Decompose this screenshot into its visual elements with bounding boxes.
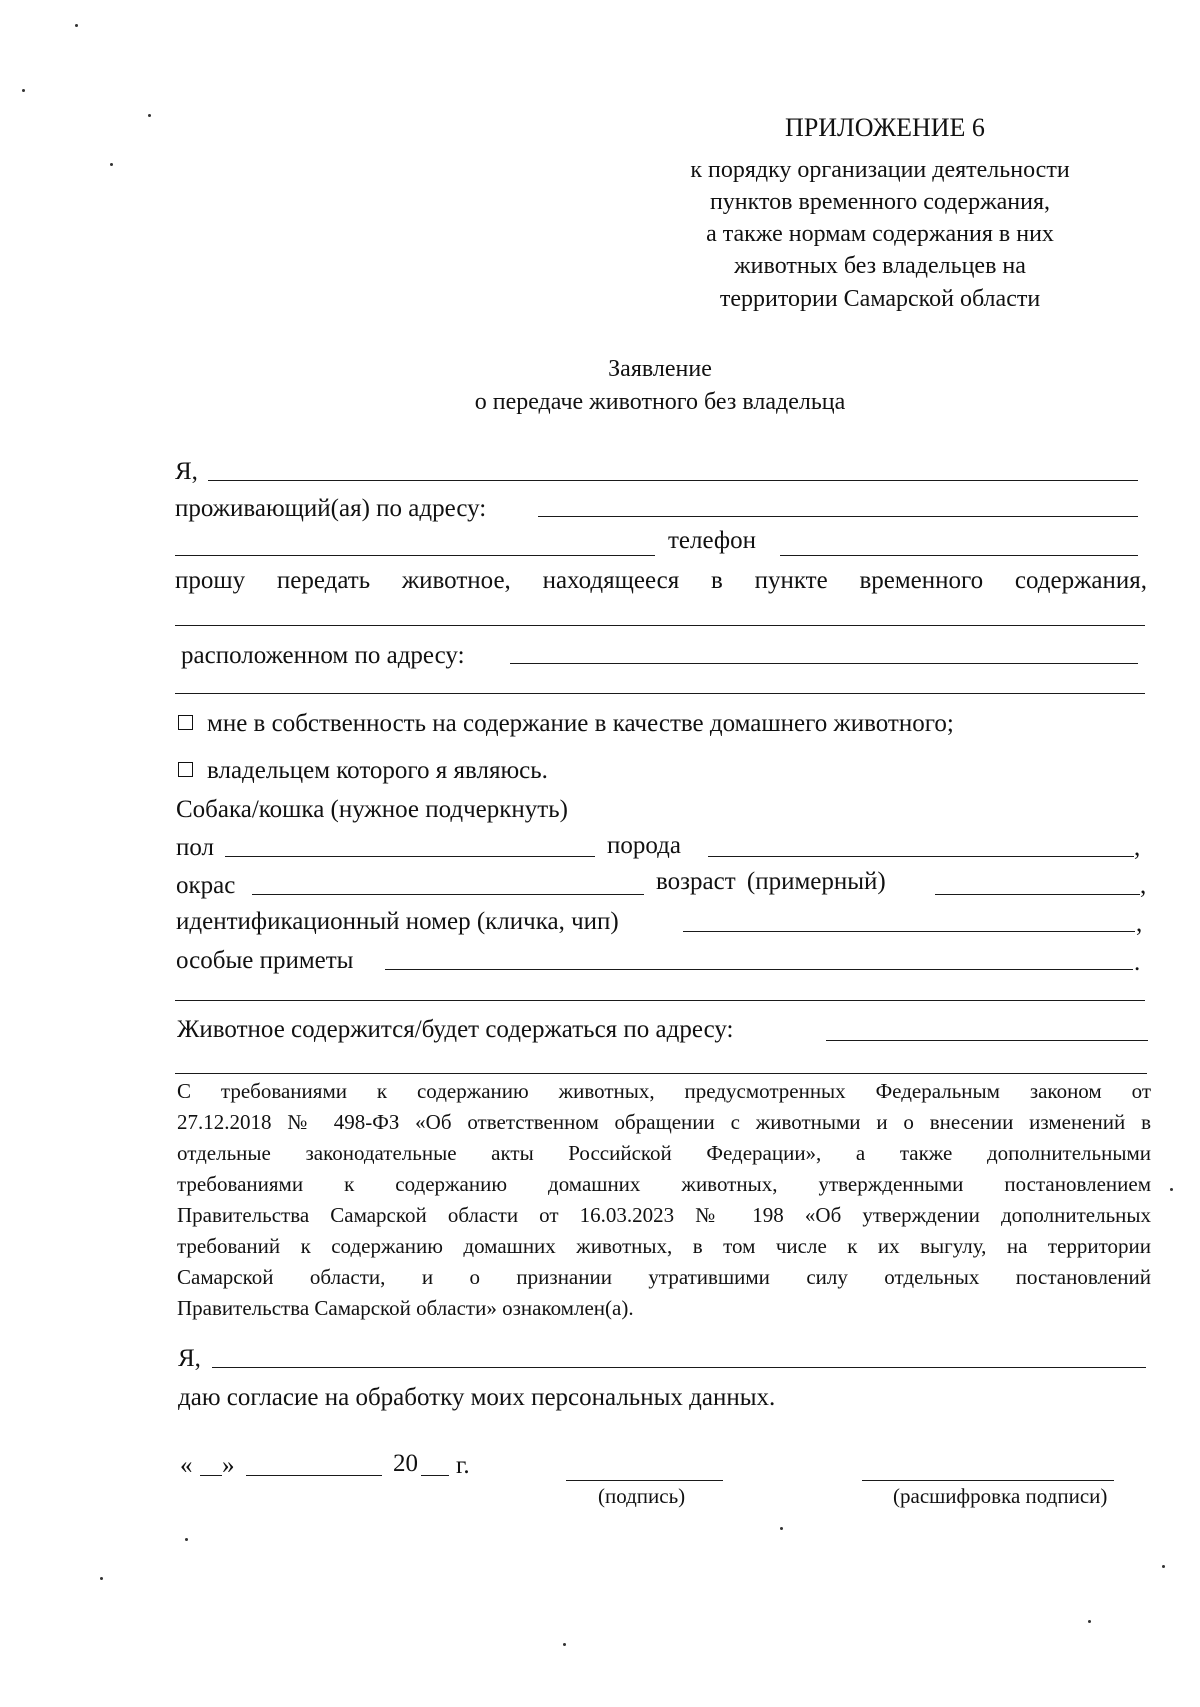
applicant-label: Я,	[175, 458, 198, 485]
age-label: возраст (примерный)	[656, 868, 886, 895]
option-owner-label: владельцем которого я являюсь.	[207, 757, 548, 784]
signature-decode-field[interactable]	[862, 1480, 1114, 1481]
ack-line: отдельные законодательные акты Российской Федерации», а также дополнительными	[177, 1141, 1151, 1165]
ack-line: Самарской области, и о признании утратившими силу отдельных постановлений	[177, 1265, 1151, 1289]
residence-address-field[interactable]	[538, 516, 1138, 517]
ack-line: требований к содержанию домашних животных, в том числе к их выгулу, на территории	[177, 1234, 1151, 1258]
subtitle-line-3: а также нормам содержания в них	[706, 221, 1054, 247]
consent-text: даю согласие на обработку моих персональных данных.	[178, 1384, 776, 1411]
scan-speck	[75, 24, 78, 27]
document-subtitle: о передаче животного без владельца	[474, 389, 846, 415]
scan-speck	[22, 89, 25, 92]
breed-comma: ,	[1134, 834, 1141, 861]
owner-checkbox[interactable]	[178, 762, 193, 777]
date-day-field[interactable]	[200, 1475, 222, 1476]
id-label: идентификационный номер (кличка, чип)	[176, 908, 619, 935]
age-field[interactable]	[935, 894, 1140, 895]
marks-label: особые приметы	[176, 947, 354, 974]
date-year-suffix: г.	[456, 1452, 470, 1479]
scan-speck	[563, 1643, 566, 1646]
sex-field[interactable]	[225, 856, 595, 857]
kept-address-field[interactable]	[826, 1040, 1148, 1041]
located-address-field-2[interactable]	[175, 693, 1145, 694]
date-year-field[interactable]	[421, 1475, 449, 1476]
signature-caption: (подпись)	[598, 1484, 686, 1508]
ack-line: С требованиями к содержанию животных, предусмотренных Федеральным законом от	[177, 1079, 1151, 1103]
subtitle-line-2: пунктов временного содержания,	[709, 189, 1051, 215]
ack-line: 27.12.2018 № 498-ФЗ «Об ответственном обращении с животными и о внесении изменений в	[177, 1110, 1151, 1134]
subtitle-line-1: к порядку организации деятельности	[690, 157, 1070, 183]
located-label: расположенном по адресу:	[181, 642, 465, 669]
marks-field[interactable]	[385, 969, 1133, 970]
scan-speck	[185, 1538, 188, 1541]
id-field[interactable]	[683, 931, 1135, 932]
option-ownership[interactable]	[178, 710, 954, 738]
signature-field[interactable]	[566, 1480, 723, 1481]
subtitle-line-5: территории Самарской области	[719, 286, 1041, 312]
date-day-close-quote: »	[222, 1452, 235, 1479]
residing-label: проживающий(ая) по адресу:	[175, 495, 487, 522]
located-address-field[interactable]	[510, 663, 1138, 664]
color-label: окрас	[176, 872, 236, 899]
ownership-checkbox[interactable]	[178, 715, 193, 730]
acknowledgement-text	[177, 1076, 1151, 1324]
request-extra-field[interactable]	[175, 625, 1145, 626]
id-comma: ,	[1136, 910, 1143, 937]
scan-speck	[100, 1577, 103, 1580]
date-year-prefix: 20	[393, 1450, 418, 1477]
scan-speck	[110, 163, 113, 166]
residence-address-field-2[interactable]	[175, 555, 655, 556]
consent-applicant-label: Я,	[178, 1345, 201, 1372]
option-ownership-label: мне в собственность на содержание в качестве домашнего животного;	[207, 710, 954, 737]
scan-speck	[1170, 1188, 1173, 1191]
scan-speck	[1088, 1620, 1091, 1623]
breed-label: порода	[607, 832, 681, 859]
applicant-name-field[interactable]	[208, 480, 1138, 481]
ack-line: Правительства Самарской области от 16.03.2023 № 198 «Об утверждении дополнительных	[177, 1203, 1151, 1227]
ack-line: Правительства Самарской области» ознакомлен(а).	[177, 1296, 634, 1320]
species-label: Собака/кошка (нужное подчеркнуть)	[176, 796, 568, 823]
kept-address-label: Животное содержится/будет содержаться по адресу:	[177, 1016, 734, 1043]
appendix-title: ПРИЛОЖЕНИЕ 6	[785, 113, 985, 142]
phone-field[interactable]	[780, 555, 1138, 556]
subtitle-line-4: животных без владельцев на	[734, 253, 1026, 279]
signature-decode-caption: (расшифровка подписи)	[893, 1484, 1108, 1508]
breed-field[interactable]	[708, 856, 1134, 857]
scan-speck	[780, 1527, 783, 1530]
marks-period: .	[1134, 949, 1141, 976]
scan-speck	[148, 114, 151, 117]
phone-label: телефон	[668, 527, 756, 554]
marks-field-2[interactable]	[175, 1000, 1145, 1001]
option-owner[interactable]	[178, 757, 548, 785]
sex-label: пол	[176, 834, 215, 861]
color-field[interactable]	[252, 894, 644, 895]
ack-line: требованиями к содержанию домашних животных, утвержденными постановлением	[177, 1172, 1151, 1196]
consent-name-field[interactable]	[212, 1367, 1146, 1368]
age-comma: ,	[1140, 872, 1147, 899]
kept-address-field-2[interactable]	[175, 1073, 1147, 1074]
request-text: прошу передать животное, находящееся в пункте временного содержания,	[175, 567, 1147, 594]
scan-speck	[1162, 1565, 1165, 1568]
date-month-field[interactable]	[246, 1475, 382, 1476]
document-title: Заявление	[608, 356, 712, 382]
date-day-open-quote: «	[180, 1452, 193, 1479]
